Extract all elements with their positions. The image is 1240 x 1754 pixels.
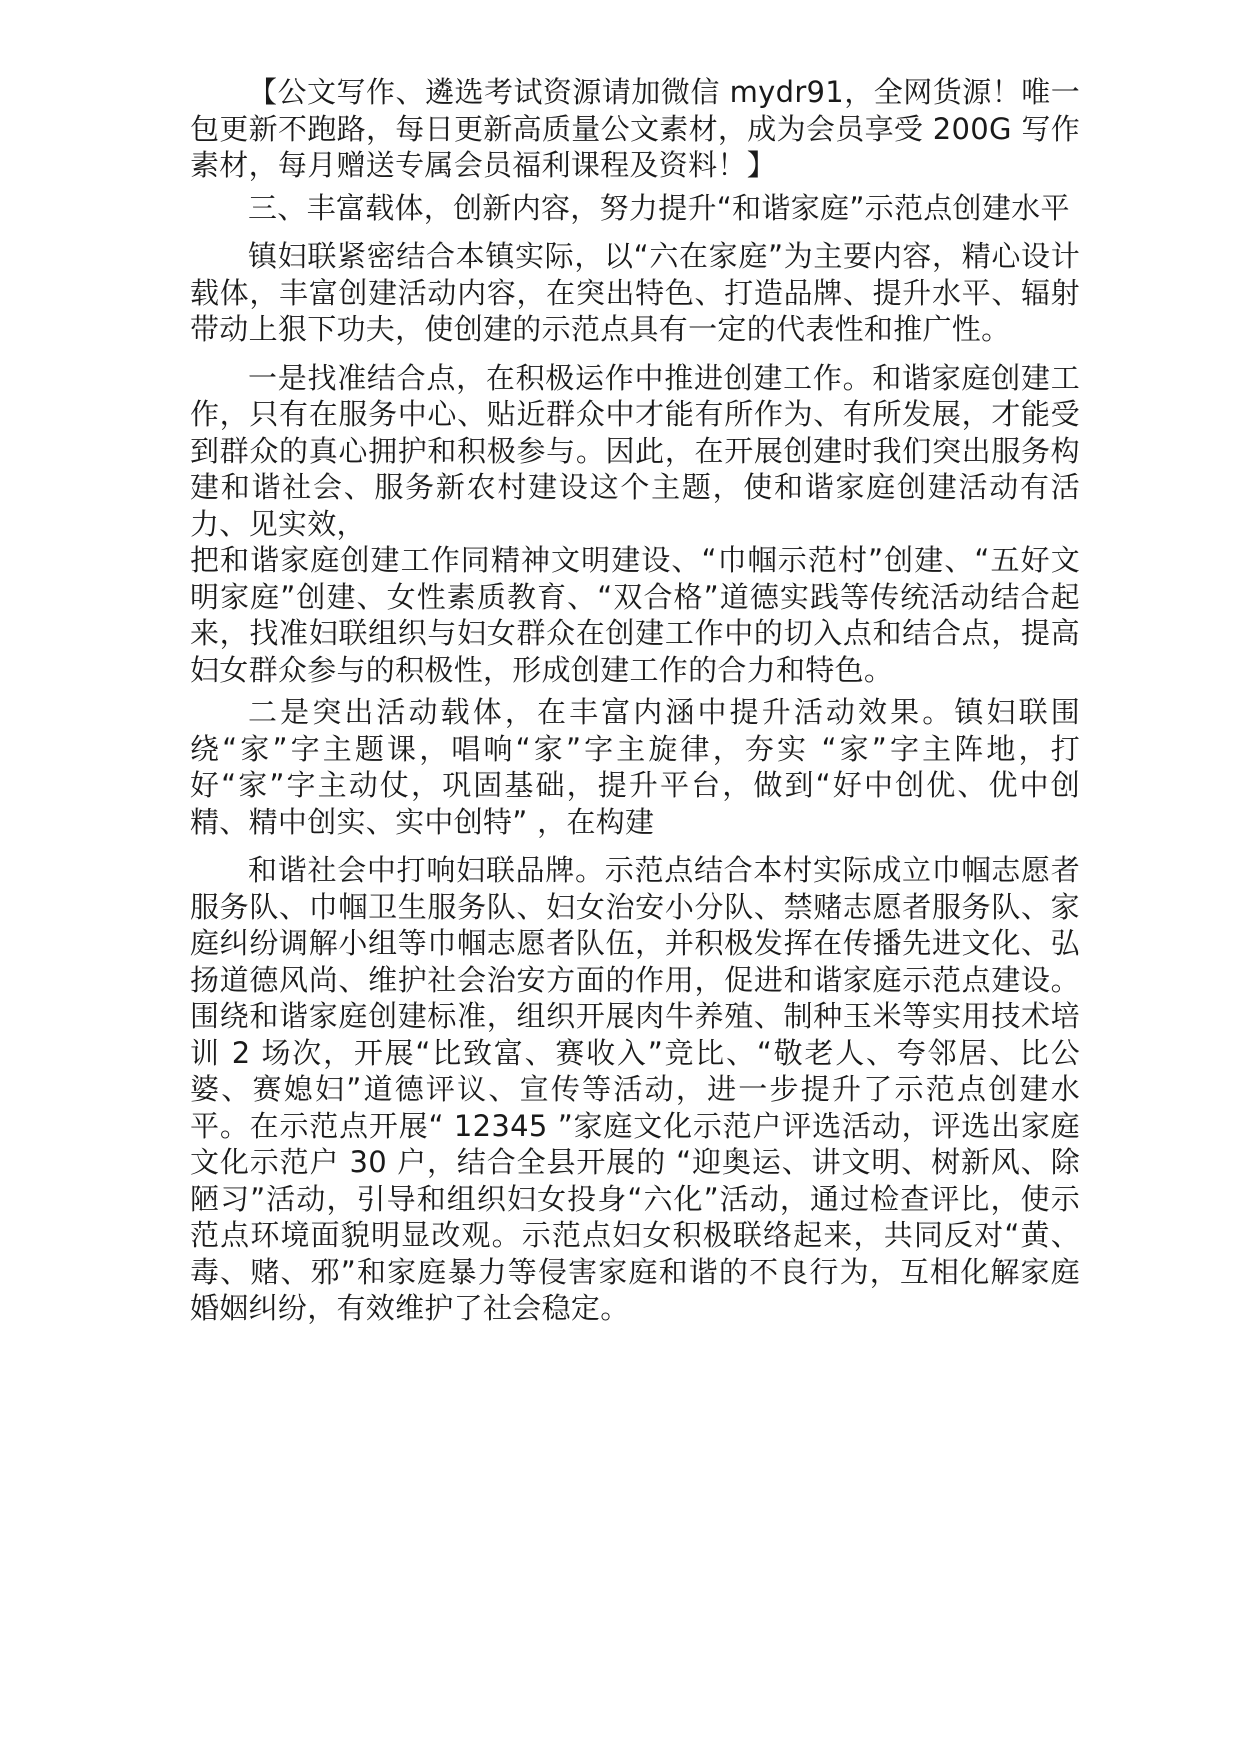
point-one-continuation: 把和谐家庭创建工作同精神文明建设、“巾帼示范村”创建、“五好文明家庭”创建、女性素质教育、“双合格”道德实践等传统活动结合起来，找准妇联组织与妇女群众在创建工作中的切入点和结合点，提高妇女群众参与的积极性，形成创建工作的合力和特色。 [190, 543, 1080, 687]
intro-paragraph: 镇妇联紧密结合本镇实际，以“六在家庭”为主要内容，精心设计载体，丰富创建活动内容，在突出特色、打造品牌、提升水平、辐射带动上狠下功夫，使创建的示范点具有一定的代表性和推广性。 [190, 239, 1080, 346]
point-two-continuation: 和谐社会中打响妇联品牌。示范点结合本村实际成立巾帼志愿者服务队、巾帼卫生服务队、妇女治安小分队、禁赌志愿者服务队、家庭纠纷调解小组等巾帼志愿者队伍，并积极发挥在传播先进文化、弘扬道德风尚、维护社会治安方面的作用，促进和谐家庭示范点建设。围绕和谐家庭创建标准，组织开展肉牛养殖、制种玉米等实用技术培训 2 场次，开展“比致富、赛收入”竞比、“敬老人、夸邻居、比公婆、赛媳妇”道德评议、宣传等活动，进一步提升了示范点创建水平。在示范点开展“ 12345 ”家庭文化示范户评选活动，评选出家庭文化示范户 30 户，结合全县开展的 “迎奥运、讲文明、树新风、除陋习”活动，引导和组织妇女投身“六化”活动，通过检查评比，使示范点环境面貌明显改观。示范点妇女积极联络起来，共同反对“黄、毒、赌、邪”和家庭暴力等侵害家庭和谐的不良行为，互相化解家庭婚姻纠纷，有效维护了社会稳定。 [190, 853, 1080, 1325]
section-heading: 三、丰富载体，创新内容，努力提升“和谐家庭”示范点创建水平 [248, 190, 1070, 225]
document-body [190, 74, 1080, 1327]
point-one-paragraph: 一是找准结合点，在积极运作中推进创建工作。和谐家庭创建工作，只有在服务中心、贴近群众中才能有所作为、有所发展，才能受到群众的真心拥护和积极参与。因此，在开展创建时我们突出服务构建和谐社会、服务新农村建设这个主题，使和谐家庭创建活动有活力、见实效， [190, 360, 1080, 541]
notice-paragraph: 【公文写作、遴选考试资源请加微信 mydr91，全网货源！唯一包更新不跑路，每日更新高质量公文素材，成为会员享受 200G 写作素材，每月赠送专属会员福利课程及资料！】 [190, 75, 1080, 182]
point-two-paragraph: 二是突出活动载体，在丰富内涵中提升活动效果。镇妇联围绕“家”字主题课，唱响“家”字主旋律，夯实 “家”字主阵地，打好“家”字主动仗，巩固基础，提升平台，做到“好中创优、优中创精、精中创实、实中创特” ，在构建 [190, 695, 1080, 839]
